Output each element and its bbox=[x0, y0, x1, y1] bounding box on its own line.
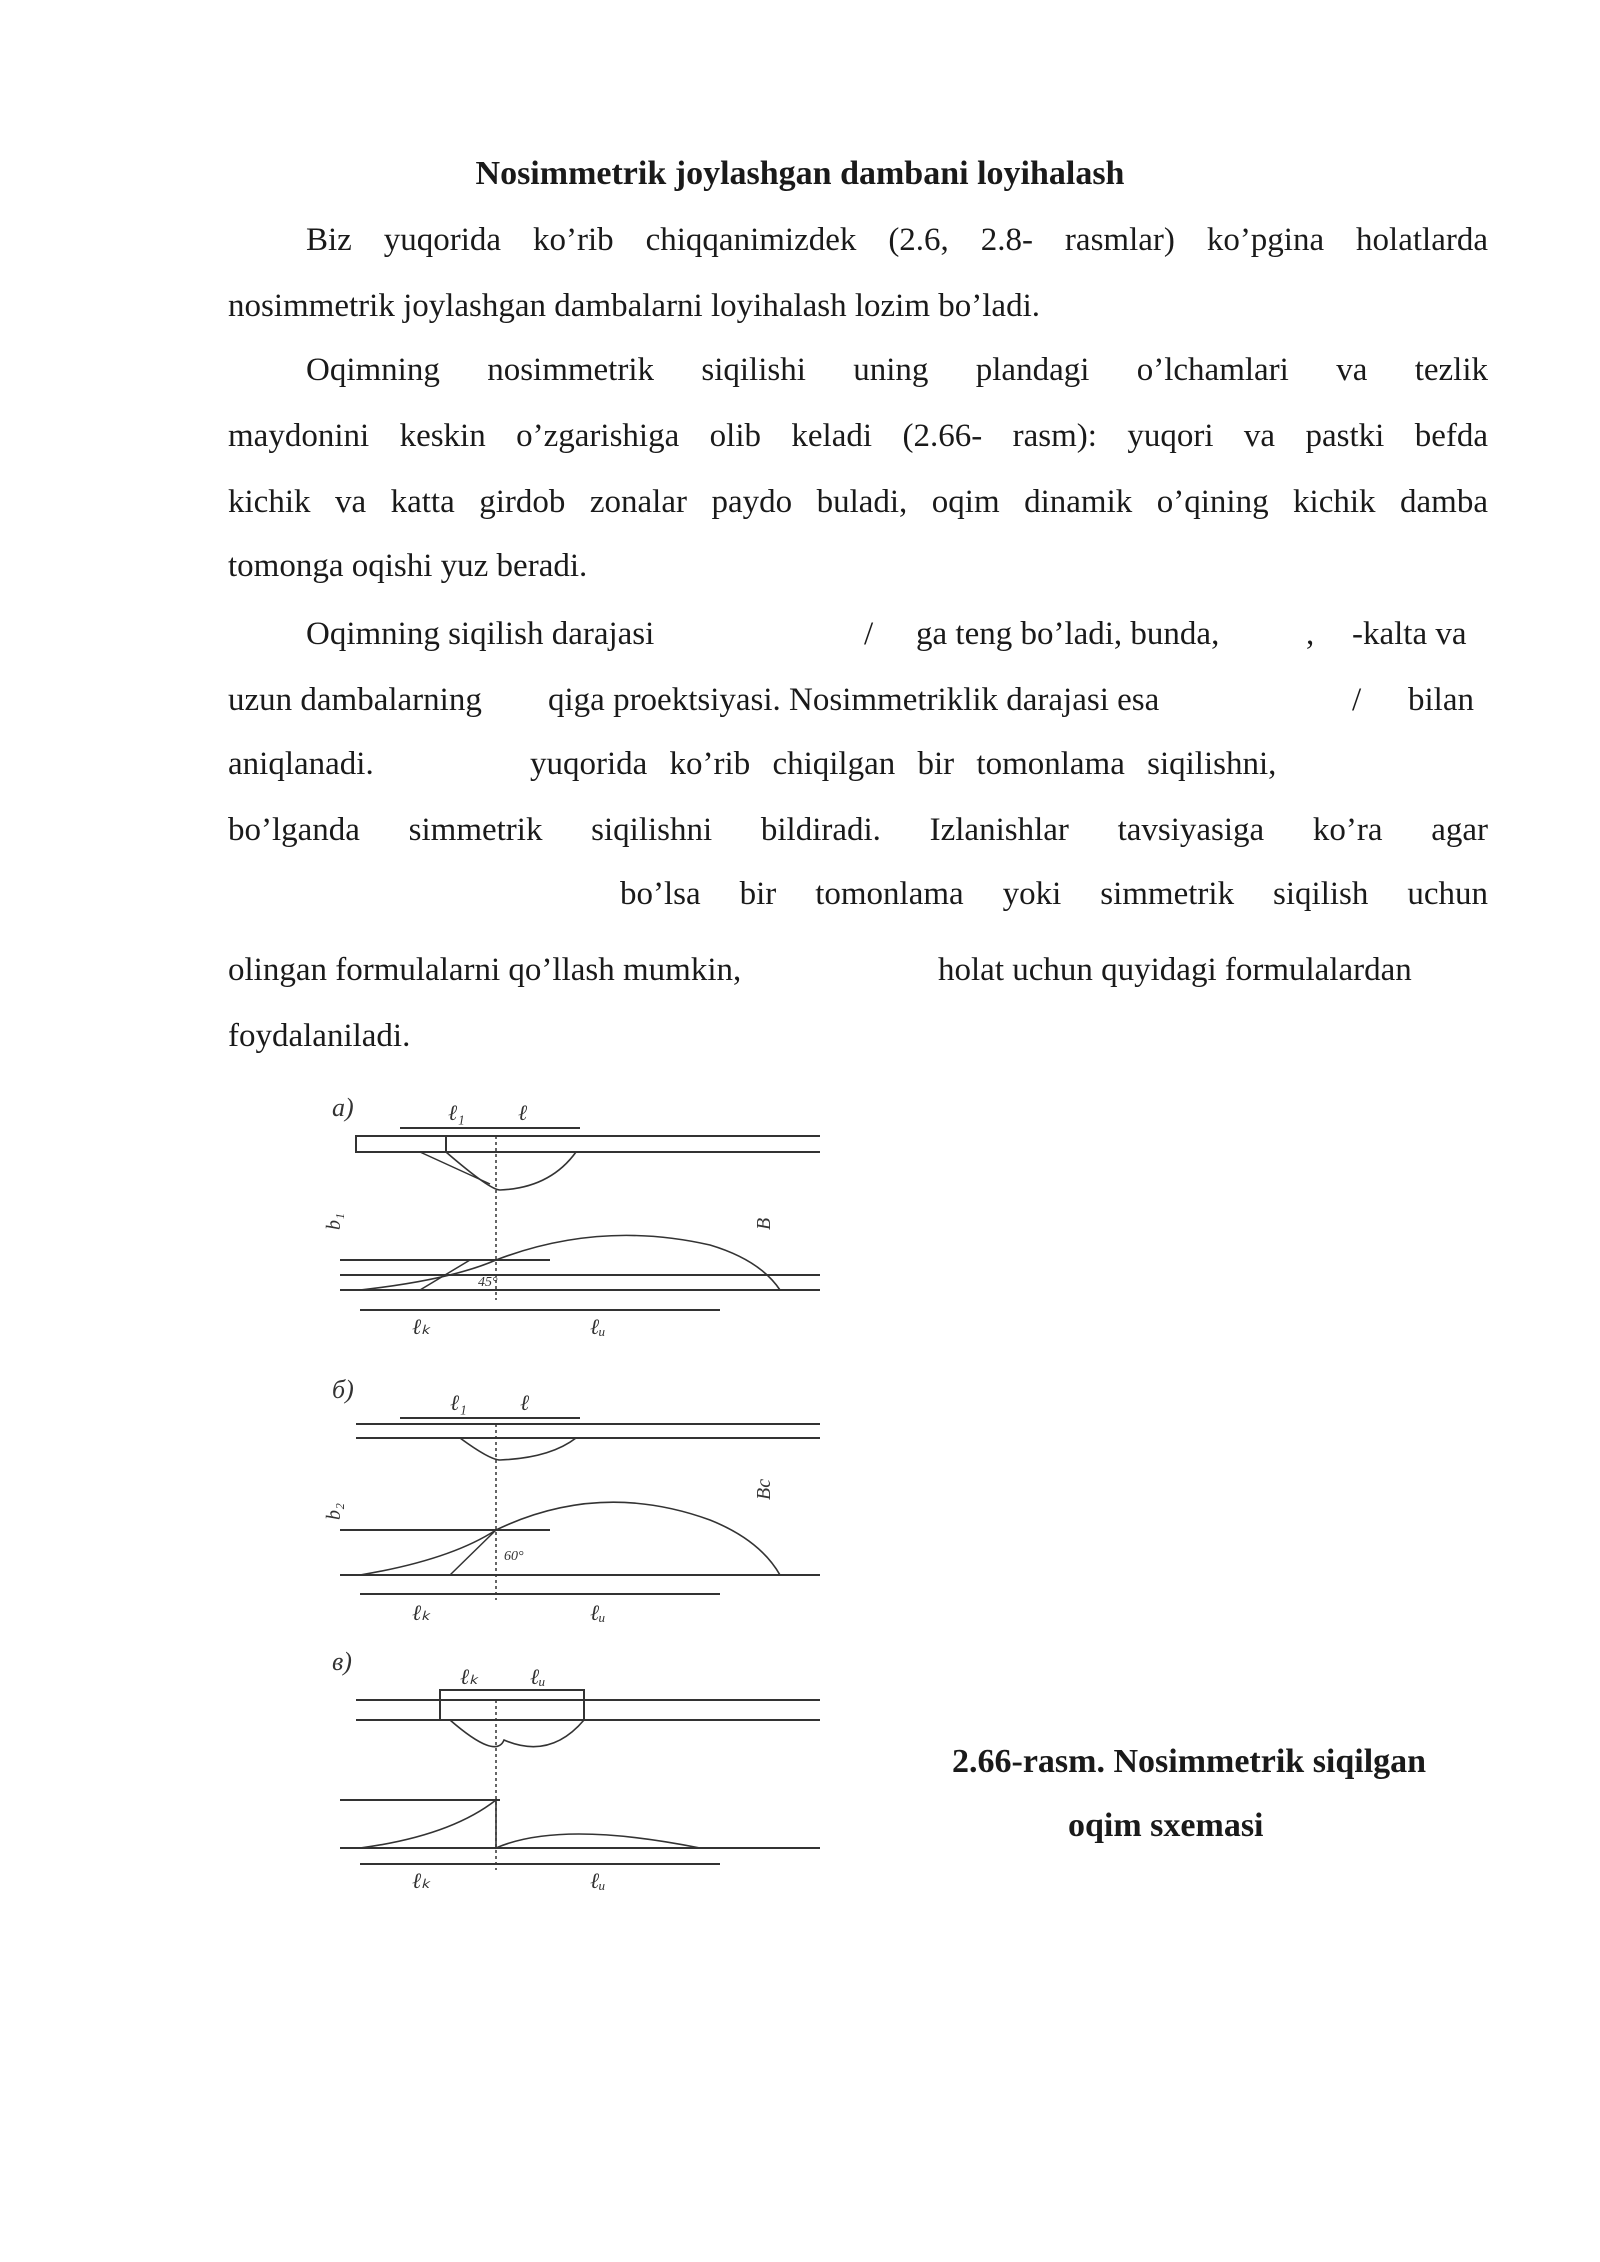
angle-label: 45° bbox=[478, 1275, 498, 1290]
label-a: a) bbox=[332, 1093, 354, 1122]
eddy-zone-top bbox=[446, 1152, 576, 1190]
paragraph-3-fragment: holat uchun quyidagi formulalardan bbox=[938, 952, 1412, 988]
paragraph-3-line-7: foydalaniladi. bbox=[228, 1018, 411, 1054]
paragraph-3-fragment: bilan bbox=[1408, 682, 1474, 718]
paragraph-1-line-1: Biz yuqorida ko’rib chiqqanimizdek (2.6, 2.8- rasmlar) ko’pgina holatlarda bbox=[306, 222, 1488, 258]
label-l1: ℓ₁ bbox=[448, 1100, 465, 1125]
paragraph-1-line-2: nosimmetrik joylashgan dambalarni loyihalash lozim bo’ladi. bbox=[228, 288, 1040, 324]
eddy-zone-top bbox=[460, 1438, 576, 1460]
paragraph-2-line-2: maydonini keskin o’zgarishiga olib keladi (2.66- rasm): yuqori va pastki befda bbox=[228, 418, 1488, 454]
label-lk: ℓₖ bbox=[460, 1664, 479, 1689]
label-v: в) bbox=[332, 1647, 352, 1676]
paragraph-3-fragment: , bbox=[1306, 616, 1315, 652]
schematic-b bbox=[323, 1375, 820, 1625]
schematic-a bbox=[323, 1093, 820, 1339]
paragraph-3-fragment: aniqlanadi. bbox=[228, 746, 374, 782]
paragraph-3-fragment: yuqorida ko’rib chiqilgan bir tomonlama siqilishni, bbox=[530, 746, 1277, 782]
paragraph-3-fragment: ga teng bo’ladi, bunda, bbox=[916, 616, 1220, 652]
eddy-zone-bottom bbox=[360, 1800, 700, 1848]
label-lu: ℓᵤ bbox=[590, 1600, 606, 1625]
eddy-zone-top bbox=[450, 1720, 584, 1747]
label-lu: ℓᵤ bbox=[590, 1314, 606, 1339]
paragraph-3-fragment: uzun dambalarning bbox=[228, 682, 482, 718]
short-dam bbox=[356, 1136, 446, 1152]
flow-line bbox=[420, 1152, 490, 1184]
paragraph-3-line-5: bo’lsa bir tomonlama yoki simmetrik siqilish uchun bbox=[620, 876, 1488, 912]
label-Bc: Bc bbox=[753, 1478, 775, 1500]
label-l: ℓ bbox=[518, 1100, 528, 1125]
eddy-zone-bottom bbox=[360, 1235, 780, 1290]
eddy-zone-bottom bbox=[360, 1502, 780, 1575]
flow-line bbox=[450, 1530, 496, 1575]
label-lu: ℓᵤ bbox=[530, 1664, 546, 1689]
paragraph-3-fragment: / bbox=[864, 616, 874, 652]
paragraph-3-fragment: qiga proektsiyasi. Nosimmetriklik darajasi esa bbox=[548, 682, 1160, 718]
paragraph-3-fragment: / bbox=[1352, 682, 1362, 718]
label-lu: ℓᵤ bbox=[590, 1868, 606, 1893]
label-B: B bbox=[753, 1217, 775, 1230]
angle-label: 60° bbox=[504, 1549, 524, 1564]
paragraph-3-line-4: bo’lganda simmetrik siqilishni bildiradi. Izlanishlar tavsiyasiga ko’ra agar bbox=[228, 812, 1488, 848]
flow-schematic-figure bbox=[300, 1080, 860, 1900]
schematic-v bbox=[332, 1647, 820, 1893]
paragraph-3-fragment: Oqimning siqilish darajasi bbox=[306, 616, 655, 652]
paragraph-2-line-3: kichik va katta girdob zonalar paydo buladi, oqim dinamik o’qining kichik damba bbox=[228, 484, 1488, 520]
page-title: Nosimmetrik joylashgan dambani loyihalash bbox=[475, 155, 1125, 192]
label-b: б) bbox=[332, 1375, 354, 1404]
paragraph-2-line-4: tomonga oqishi yuz beradi. bbox=[228, 548, 588, 584]
label-b1: b₁ bbox=[323, 1213, 345, 1230]
paragraph-2-line-1: Oqimning nosimmetrik siqilishi uning plandagi o’lchamlari va tezlik bbox=[306, 352, 1488, 388]
label-b2: b₂ bbox=[323, 1503, 345, 1520]
dam-box bbox=[440, 1690, 584, 1720]
label-lk: ℓₖ bbox=[412, 1314, 431, 1339]
label-lk: ℓₖ bbox=[412, 1868, 431, 1893]
label-lk: ℓₖ bbox=[412, 1600, 431, 1625]
figure-caption-line-1: 2.66-rasm. Nosimmetrik siqilgan bbox=[952, 1743, 1427, 1780]
paragraph-3-fragment: olingan formulalarni qo’llash mumkin, bbox=[228, 952, 742, 988]
figure-caption-line-2: oqim sxemasi bbox=[1068, 1807, 1264, 1844]
paragraph-3-fragment: -kalta va bbox=[1352, 616, 1467, 652]
label-l1: ℓ₁ bbox=[450, 1390, 467, 1415]
label-l: ℓ bbox=[520, 1390, 530, 1415]
